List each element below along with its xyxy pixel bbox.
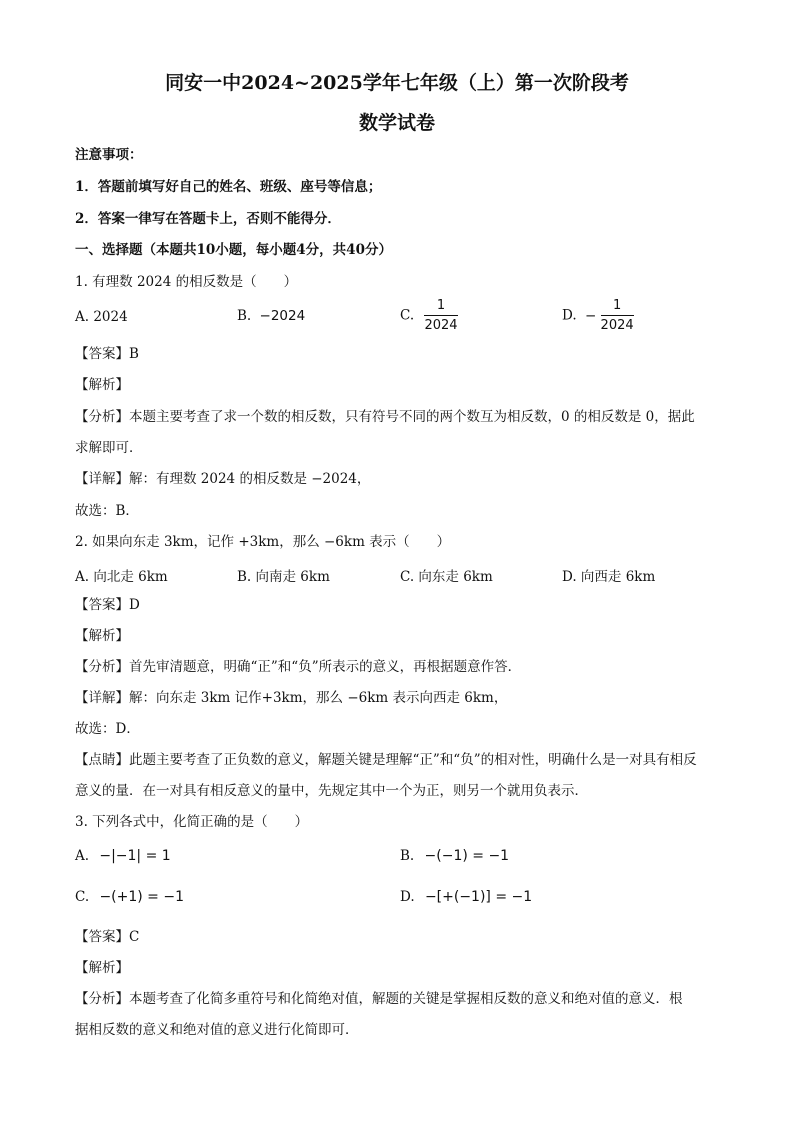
q3-option-a: [75, 848, 171, 864]
notice-item-1: 1．答题前填写好自己的姓名、班级、座号等信息；: [75, 179, 382, 195]
q1-option-d-denominator: 2024: [600, 318, 634, 333]
q3-jiexi: 【解析】: [75, 960, 129, 976]
q1-option-c: [400, 298, 458, 333]
q3-option-a-label: A.: [75, 848, 90, 864]
q3-option-c-expression: −(+1) = −1: [99, 889, 184, 905]
notice-heading: 注意事项：: [75, 147, 143, 163]
q1-option-d-numerator: 1: [601, 298, 634, 316]
q1-answer: 【答案】B: [75, 346, 139, 362]
q1-stem: 1. 有理数 2024 的相反数是（ ）: [75, 274, 298, 290]
q3-option-d-label: D.: [400, 889, 415, 905]
q1-detail: 【详解】解：有理数 2024 的相反数是 −2024，: [75, 471, 371, 487]
q1-option-c-numerator: 1: [424, 298, 457, 316]
q3-option-b-label: B.: [400, 848, 415, 864]
q3-option-d-expression: −[+(−1)] = −1: [424, 889, 533, 905]
q2-jiexi: 【解析】: [75, 628, 129, 644]
q3-option-c: [75, 889, 184, 905]
q3-option-c-label: C.: [75, 889, 90, 905]
q2-option-b: B. 向南走 6km: [237, 569, 330, 585]
exam-title: 同安一中2024~2025学年七年级（上）第一次阶段考: [165, 72, 629, 94]
q2-option-a: A. 向北走 6km: [75, 569, 168, 585]
q1-analysis-line-1: 【分析】本题主要考查了求一个数的相反数，只有符号不同的两个数互为相反数，0 的相反数是 0，据此: [75, 409, 695, 425]
q3-stem: 3. 下列各式中，化简正确的是（ ）: [75, 814, 309, 830]
q1-analysis-line-2: 求解即可．: [75, 440, 143, 456]
q3-analysis-line-2: 据相反数的意义和绝对值的意义进行化简即可．: [75, 1022, 359, 1038]
q2-answer: 【答案】D: [75, 597, 140, 613]
q1-option-c-denominator: 2024: [424, 318, 458, 333]
q2-comment-line-2: 意义的量．在一对具有相反意义的量中，先规定其中一个为正，则另一个就用负表示．: [75, 783, 588, 799]
q3-analysis-line-1: 【分析】本题考查了化简多重符号和化简绝对值，解题的关键是掌握相反数的意义和绝对值的意义．根: [75, 991, 683, 1007]
q1-jiexi: 【解析】: [75, 377, 129, 393]
q1-option-a: A. 2024: [75, 309, 128, 325]
q1-option-b-label: B.: [237, 308, 252, 324]
q1-option-c-label: C.: [400, 307, 415, 324]
q2-analysis: 【分析】首先审清题意，明确“正”和“负”所表示的意义，再根据题意作答．: [75, 659, 522, 675]
q2-choose: 故选：D．: [75, 721, 140, 737]
q2-option-d: D. 向西走 6km: [562, 569, 656, 585]
q1-option-d-sign: −: [584, 307, 597, 324]
q1-option-b-value: −2024: [259, 308, 306, 324]
q1-option-c-fraction: [424, 298, 457, 333]
q3-option-d: [400, 889, 532, 905]
q3-option-a-expression: −|−1| = 1: [99, 848, 171, 864]
q1-option-d-label: D.: [562, 307, 577, 324]
q2-comment-line-1: 【点睛】此题主要考查了正负数的意义，解题关键是理解“正”和“负”的相对性，明确什么是一对具有相反: [75, 752, 697, 768]
q1-choose: 故选：B．: [75, 503, 139, 519]
section-heading: 一、选择题（本题共10小题，每小题4分，共40分）: [75, 242, 392, 258]
notice-item-2: 2．答案一律写在答题卡上，否则不能得分．: [75, 211, 341, 227]
q3-option-b-expression: −(−1) = −1: [424, 848, 510, 864]
q2-option-c: C. 向东走 6km: [400, 569, 493, 585]
q1-option-d-fraction: [601, 298, 634, 333]
exam-subtitle: 数学试卷: [358, 112, 435, 134]
q2-detail: 【详解】解：向东走 3km 记作+3km，那么 −6km 表示向西走 6km，: [75, 690, 508, 706]
q1-option-d: [562, 298, 634, 333]
q2-stem: 2. 如果向东走 3km，记作 +3km，那么 −6km 表示（ ）: [75, 534, 451, 550]
q1-option-b: [237, 308, 305, 324]
q3-answer: 【答案】C: [75, 929, 140, 945]
q3-option-b: [400, 848, 509, 864]
